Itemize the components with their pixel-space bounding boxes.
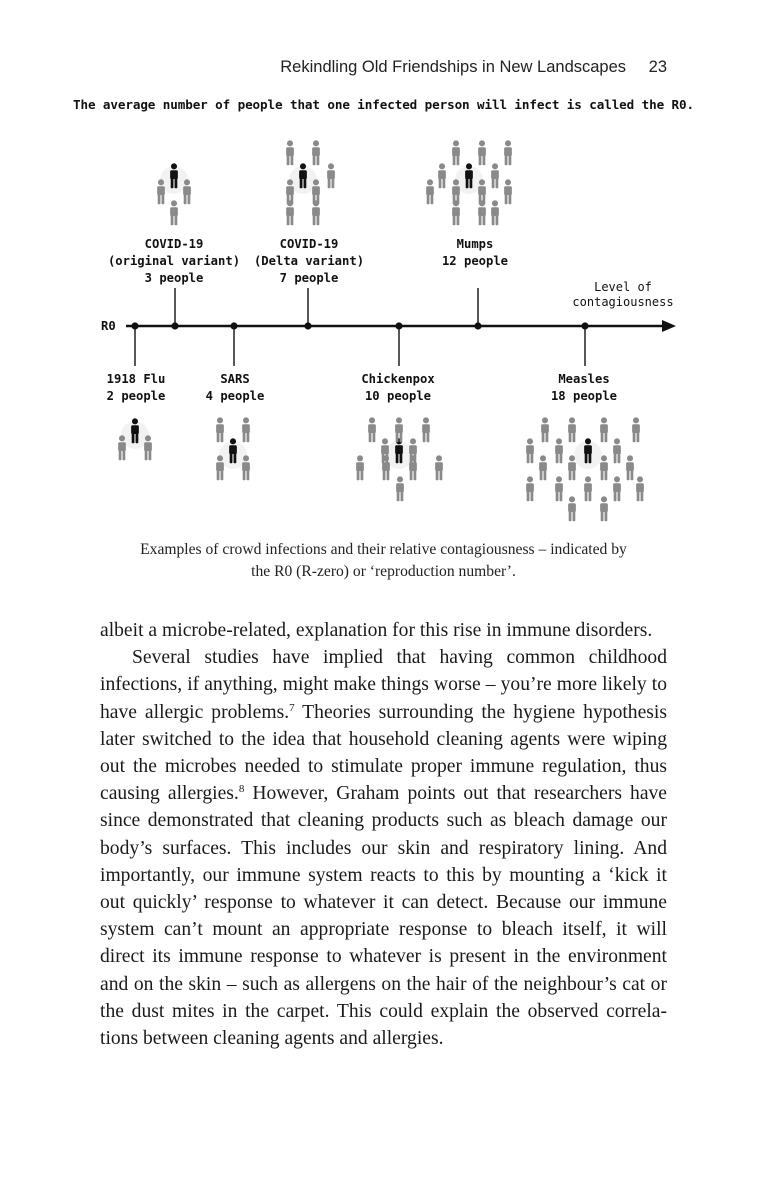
crowd-shadow-measles xyxy=(574,441,602,469)
crowd-groups xyxy=(118,140,644,521)
label-measles-name: Measles xyxy=(558,372,610,386)
infectee-person-measles xyxy=(526,438,534,463)
infectee-person-covid-original xyxy=(170,200,178,225)
infectee-person-measles xyxy=(526,476,534,501)
infectee-person-mumps xyxy=(438,163,446,188)
label-measles-people: 18 people xyxy=(550,389,618,403)
infectee-person-measles xyxy=(584,476,592,501)
paragraph-2-part-c: However, Graham points out that researchers have since demonstrated that cleaning products such as bleach damage our body’s surfaces. This includes our skin and respiratory lining. And importantly, our immune system reacts to this by mounting a ‘kick it out quickly’ response to whatever it can detect. Because our immune system can’t mount an appropriate response to bleach itself, it will direct its immune response to whatever is present in the environment and on the skin – such as allergens on the hair of the neighbour’s cat or the dust mites in the carpet. This could explain the observed correlations between cleaning agents and allergies. xyxy=(100,783,668,1050)
paragraph-2-part-a: Several studies have implied that having common childhood infections, if anything, might make things worse – you’re more likely to have allergic problems. xyxy=(100,647,667,723)
infectee-person-sars xyxy=(216,455,224,480)
label-covid-delta-detail: (Delta variant) xyxy=(253,254,365,268)
label-covid-original-name: COVID-19 xyxy=(144,237,204,251)
infectee-person-covid-original xyxy=(157,179,165,204)
figure-title: The average number of people that one infected person will infect is called the R0. xyxy=(72,97,694,112)
infectee-person-covid-delta xyxy=(312,200,320,225)
infectee-person-sars xyxy=(242,455,250,480)
infectee-person-covid-delta xyxy=(327,163,335,188)
infectee-person-chickenpox xyxy=(356,455,364,480)
label-flu-1918-people: 2 people xyxy=(106,389,166,403)
infectee-person-measles xyxy=(626,455,634,480)
infectee-person-flu-1918 xyxy=(118,435,126,460)
infectee-person-chickenpox xyxy=(382,455,390,480)
infectee-person-measles xyxy=(568,455,576,480)
label-flu-1918-name: 1918 Flu xyxy=(106,372,166,386)
infectee-person-measles xyxy=(541,417,549,442)
infectee-person-measles xyxy=(613,476,621,501)
infectee-person-chickenpox xyxy=(422,417,430,442)
paragraph-2 xyxy=(100,644,667,1052)
infectee-person-mumps xyxy=(504,179,512,204)
label-mumps-people: 12 people xyxy=(441,254,509,268)
label-covid-original-detail: (original variant) xyxy=(107,254,241,268)
caption-line-2: the R0 (R-zero) or ‘reproduction number’. xyxy=(251,563,516,580)
page-number: 23 xyxy=(648,58,667,76)
infectee-person-sars xyxy=(242,417,250,442)
footnote-ref-7: 7 xyxy=(289,701,295,714)
label-covid-delta-name: COVID-19 xyxy=(279,237,339,251)
infectee-person-measles xyxy=(539,455,547,480)
label-mumps-name: Mumps xyxy=(456,237,494,251)
label-covid-delta-people: 7 people xyxy=(279,271,339,285)
infectee-person-mumps xyxy=(491,200,499,225)
label-chickenpox-people: 10 people xyxy=(364,389,432,403)
infectee-person-covid-original xyxy=(183,179,191,204)
infectee-person-mumps xyxy=(478,200,486,225)
infectee-person-mumps xyxy=(426,179,434,204)
infectee-person-mumps xyxy=(504,140,512,165)
infectee-person-measles xyxy=(600,496,608,521)
infectee-person-mumps xyxy=(452,140,460,165)
infectee-person-mumps xyxy=(452,200,460,225)
running-title: Rekindling Old Friendships in New Landscapes xyxy=(280,58,627,76)
infectee-person-measles xyxy=(555,476,563,501)
infectee-person-measles xyxy=(600,417,608,442)
label-sars-people: 4 people xyxy=(205,389,265,403)
infectee-person-measles xyxy=(636,476,644,501)
body-text xyxy=(100,617,667,1052)
infectee-person-covid-delta xyxy=(286,140,294,165)
infectee-person-mumps xyxy=(478,140,486,165)
infectee-person-mumps xyxy=(491,163,499,188)
infectee-person-chickenpox xyxy=(435,455,443,480)
r0-origin-label: R0 xyxy=(101,319,116,333)
infectee-person-covid-delta xyxy=(286,200,294,225)
caption-line-1: Examples of crowd infections and their relative contagiousness – indicated by xyxy=(140,541,627,558)
infectee-person-measles xyxy=(555,438,563,463)
infectee-person-measles xyxy=(632,417,640,442)
infectee-person-measles xyxy=(600,455,608,480)
infectee-person-covid-delta xyxy=(312,140,320,165)
infectee-person-chickenpox xyxy=(368,417,376,442)
label-covid-original-people: 3 people xyxy=(144,271,204,285)
label-chickenpox-name: Chickenpox xyxy=(361,372,435,386)
r0-figure xyxy=(0,0,767,530)
footnote-ref-8: 8 xyxy=(238,783,245,796)
axis-label-line2: contagiousness xyxy=(572,295,674,309)
infectee-person-flu-1918 xyxy=(144,435,152,460)
label-sars-name: SARS xyxy=(220,372,250,386)
infectee-person-chickenpox xyxy=(409,455,417,480)
axis-arrowhead xyxy=(662,320,676,332)
infectee-person-measles xyxy=(568,417,576,442)
paragraph-1: albeit a microbe-related, explanation for this rise in immune disorders. xyxy=(100,620,653,641)
figure-caption xyxy=(100,539,667,583)
infectee-person-chickenpox xyxy=(396,476,404,501)
axis-label-line1: Level of xyxy=(594,280,652,294)
infectee-person-measles xyxy=(568,496,576,521)
infectee-person-measles xyxy=(613,438,621,463)
infectee-person-sars xyxy=(216,417,224,442)
paragraph-2-part-b: Theories surrounding the hygiene hypothesis later switched to the idea that household cleaning agents were wiping out the microbes needed to stimulate proper immune regulation, thus causing allergies. xyxy=(100,701,667,805)
